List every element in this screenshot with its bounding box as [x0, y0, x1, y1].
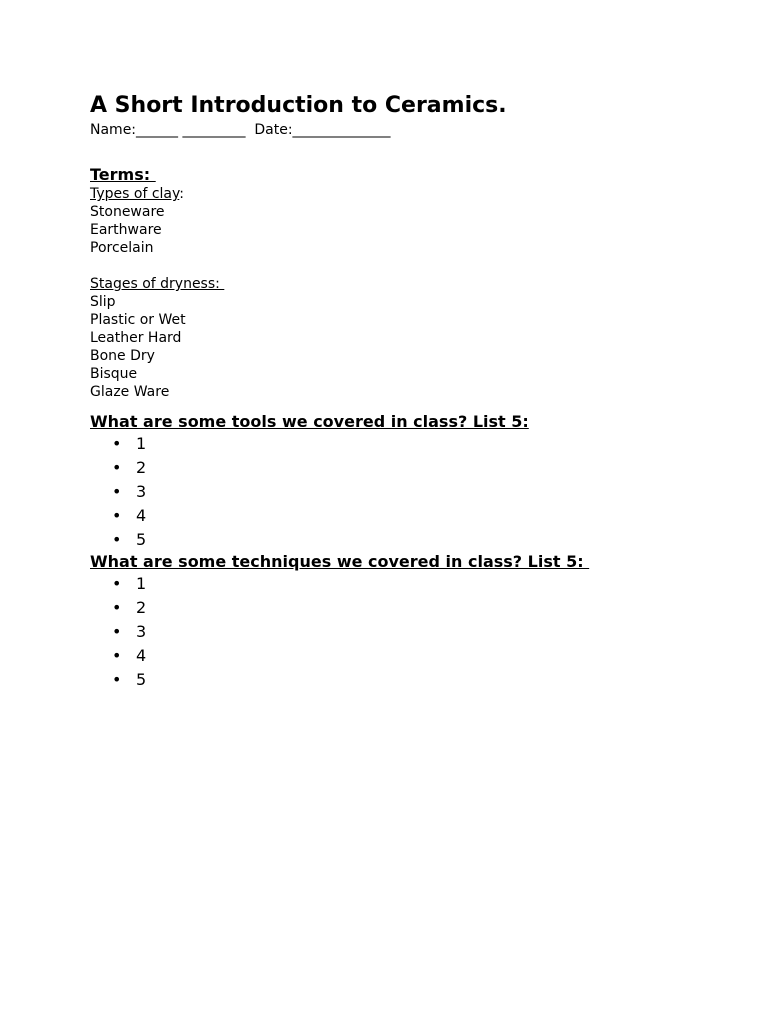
dryness-stage-item: Bone Dry	[90, 348, 155, 364]
techniques-answer-number: 4	[136, 646, 147, 665]
tools-answer-number: 3	[136, 482, 147, 501]
techniques-answer-number: 1	[136, 574, 147, 593]
bullet-icon: •	[112, 458, 122, 477]
dryness-stage-item: Leather Hard	[90, 330, 182, 346]
tools-answer-number: 2	[136, 458, 147, 477]
bullet-icon: •	[112, 646, 122, 665]
worksheet-title: A Short Introduction to Ceramics.	[90, 93, 507, 118]
bullet-icon: •	[112, 530, 122, 549]
tools-answer-item	[112, 504, 730, 528]
tools-answer-list	[90, 432, 730, 552]
techniques-answer-item	[112, 620, 730, 644]
techniques-answer-number: 3	[136, 622, 147, 641]
clay-type-item: Stoneware	[90, 204, 165, 220]
techniques-answer-list	[90, 572, 730, 692]
techniques-answer-item	[112, 644, 730, 668]
dryness-stage-item: Glaze Ware	[90, 384, 170, 400]
dryness-stages-heading-text: Stages of dryness:	[90, 276, 225, 292]
tools-question: What are some tools we covered in class? List 5:	[90, 412, 529, 431]
techniques-question: What are some techniques we covered in class? List 5:	[90, 552, 590, 571]
techniques-answer-number: 5	[136, 670, 147, 689]
clay-types-heading-colon: :	[179, 186, 184, 202]
dryness-stage-item: Bisque	[90, 366, 138, 382]
tools-answer-item	[112, 432, 730, 456]
bullet-icon: •	[112, 670, 122, 689]
bullet-icon: •	[112, 622, 122, 641]
techniques-answer-item	[112, 572, 730, 596]
spacer	[90, 257, 730, 275]
clay-types-heading-text: Types of clay	[90, 186, 180, 202]
dryness-stage-item: Plastic or Wet	[90, 312, 186, 328]
clay-types-list	[90, 203, 730, 257]
techniques-answer-item	[112, 668, 730, 692]
clay-type-item: Porcelain	[90, 240, 154, 256]
dryness-stages-heading	[90, 275, 730, 293]
bullet-icon: •	[112, 506, 122, 525]
bullet-icon: •	[112, 434, 122, 453]
tools-answer-item	[112, 528, 730, 552]
clay-types-heading	[90, 185, 730, 203]
dryness-stage-item: Slip	[90, 294, 116, 310]
tools-answer-number: 1	[136, 434, 147, 453]
clay-type-item: Earthware	[90, 222, 162, 238]
terms-heading: Terms:	[90, 165, 156, 184]
bullet-icon: •	[112, 482, 122, 501]
name-date-line: Name:______ _________ Date:______________	[90, 122, 391, 138]
worksheet-page	[90, 92, 730, 692]
techniques-answer-number: 2	[136, 598, 147, 617]
bullet-icon: •	[112, 574, 122, 593]
tools-answer-number: 4	[136, 506, 147, 525]
dryness-stages-list	[90, 293, 730, 401]
tools-answer-item	[112, 480, 730, 504]
tools-answer-number: 5	[136, 530, 147, 549]
bullet-icon: •	[112, 598, 122, 617]
techniques-answer-item	[112, 596, 730, 620]
tools-answer-item	[112, 456, 730, 480]
